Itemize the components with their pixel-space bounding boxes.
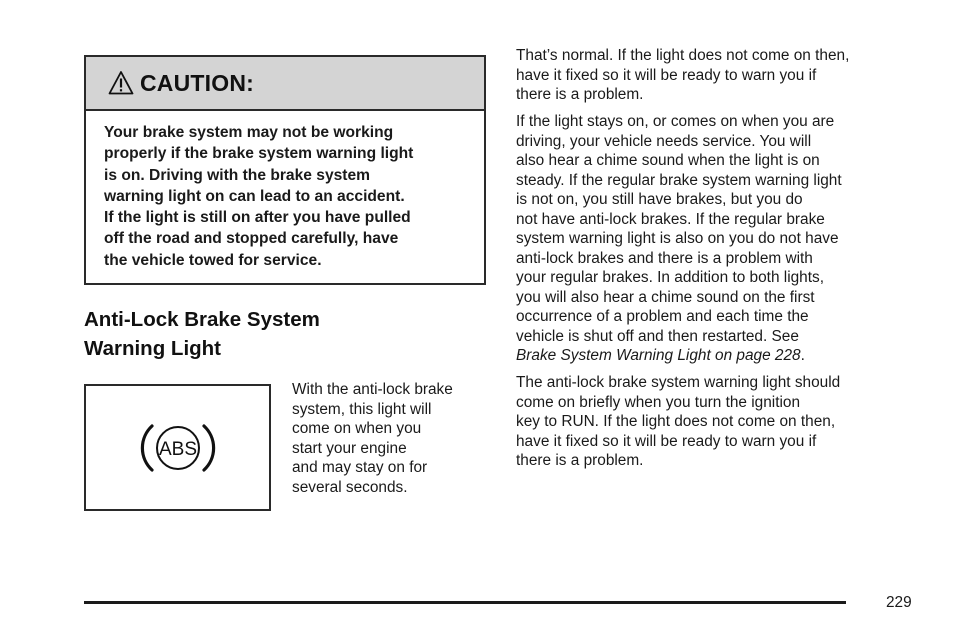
text-line: there is a problem. (516, 86, 644, 103)
right-column (516, 46, 916, 478)
reference-suffix: . (800, 347, 805, 364)
footer-rule (84, 601, 846, 604)
text-line: you will also hear a chime sound on the first (516, 288, 815, 306)
paragraph-normal (516, 46, 916, 105)
page-number: 229 (886, 594, 912, 611)
text-line: If the light stays on, or comes on when you are (516, 113, 835, 130)
section-heading-line: Anti-Lock Brake System (84, 308, 320, 331)
text-line: have it fixed so it will be ready to warn you if (516, 66, 817, 84)
caution-line: the vehicle towed for service. (104, 251, 322, 269)
caution-text (86, 111, 484, 271)
text-line: key to RUN. If the light does not come on then, (516, 413, 836, 430)
abs-description-line: come on when you (292, 420, 422, 438)
text-line: come on briefly when you turn the ignition (516, 393, 801, 411)
caution-line: Your brake system may not be working (104, 124, 394, 141)
abs-description-line: system, this light will (292, 400, 432, 418)
text-line: occurrence of a problem and each time the (516, 308, 809, 325)
abs-warning-light-icon (140, 420, 216, 476)
abs-label: ABS (158, 438, 197, 460)
abs-description-line: start your engine (292, 439, 407, 457)
abs-description (292, 380, 488, 498)
text-line: driving, your vehicle needs service. You will (516, 132, 812, 150)
cross-reference-link[interactable]: Brake System Warning Light on page 228 (516, 347, 801, 364)
text-line: not have anti-lock brakes. If the regular brake (516, 210, 825, 228)
text-line: have it fixed so it will be ready to warn you if (516, 432, 817, 450)
caution-line: properly if the brake system warning light (104, 145, 414, 163)
text-line: system warning light is also on you do not have (516, 230, 839, 247)
text-line: your regular brakes. In addition to both lights, (516, 269, 824, 286)
caution-line: If the light is still on after you have pulled (104, 209, 411, 227)
text-line: vehicle is shut off and then restarted. See (516, 327, 799, 345)
text-line: anti-lock brakes and there is a problem with (516, 249, 813, 267)
caution-line: is on. Driving with the brake system (104, 166, 371, 184)
text-line: there is a problem. (516, 452, 644, 469)
text-line: The anti-lock brake system warning light should (516, 374, 841, 391)
text-line: also hear a chime sound when the light is on (516, 152, 820, 169)
abs-description-line: several seconds. (292, 478, 408, 496)
caution-line: warning light on can lead to an accident. (104, 187, 405, 205)
text-line: That’s normal. If the light does not come on then, (516, 47, 850, 64)
caution-header (86, 57, 484, 111)
paragraph-light-stays-on (516, 112, 916, 366)
text-line: steady. If the regular brake system warning light (516, 171, 842, 189)
text-line: is not on, you still have brakes, but you do (516, 191, 803, 208)
section-heading (84, 306, 464, 363)
abs-description-line: With the anti-lock brake (292, 381, 453, 398)
abs-description-line: and may stay on for (292, 459, 428, 477)
caution-line: off the road and stopped carefully, have (104, 230, 399, 248)
paragraph-ignition-check (516, 373, 916, 471)
caution-title: CAUTION: (140, 69, 255, 96)
text-line (516, 346, 916, 366)
caution-box (84, 55, 486, 285)
abs-indicator-box (84, 384, 271, 511)
section-heading-line: Warning Light (84, 336, 222, 360)
warning-triangle-icon (108, 70, 134, 96)
